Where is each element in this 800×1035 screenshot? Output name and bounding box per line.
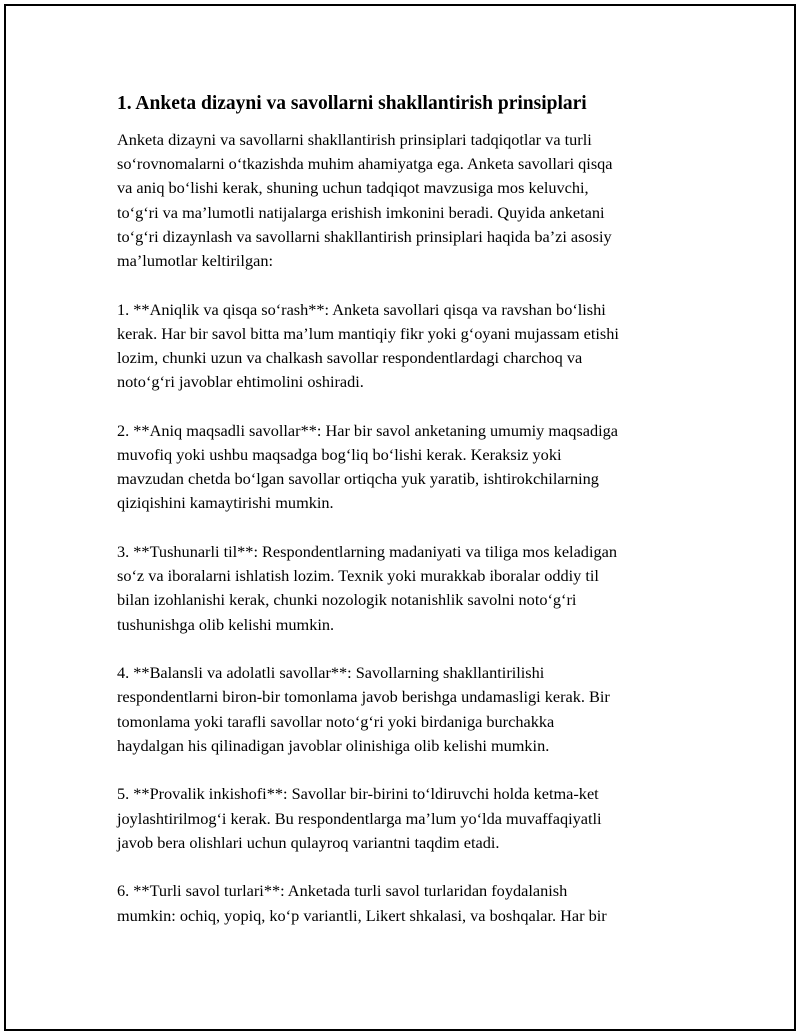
text-line: ma’lumotlar keltirilgan: (117, 251, 273, 271)
document-title: 1. Anketa dizayni va savollarni shakllantirish prinsiplari (117, 93, 587, 114)
text-line: bilan izohlanishi kerak, chunki nozologik notanishlik savolni noto‘g‘ri (117, 590, 577, 610)
text-line: noto‘g‘ri javoblar ehtimolini oshiradi. (117, 372, 364, 392)
text-line: 2. **Aniq maqsadli savollar**: Har bir savol anketaning umumiy maqsadiga (117, 420, 618, 440)
intro-paragraph (117, 128, 702, 273)
text-line: respondentlarni biron-bir tomonlama javob berishga undamasligi kerak. Bir (117, 687, 610, 707)
principle-6-paragraph (117, 879, 702, 927)
text-line: so‘rovnomalarni o‘tkazishda muhim ahamiyatga ega. Anketa savollari qisqa (117, 154, 613, 174)
document-body (117, 92, 702, 952)
text-line: qiziqishini kamaytirishi mumkin. (117, 493, 334, 513)
text-line: 3. **Tushunarli til**: Respondentlarning madaniyati va tiliga mos keladigan (117, 542, 617, 562)
principle-5-paragraph (117, 782, 702, 855)
text-line: va aniq bo‘lishi kerak, shuning uchun tadqiqot mavzusiga mos keluvchi, (117, 178, 589, 198)
text-line: mumkin: ochiq, yopiq, ko‘p variantli, Likert shkalasi, va boshqalar. Har bir (117, 905, 607, 925)
text-line: lozim, chunki uzun va chalkash savollar respondentlardagi charchoq va (117, 348, 583, 368)
text-line: 4. **Balansli va adolatli savollar**: Savollarning shakllantirilishi (117, 663, 545, 683)
text-line: to‘g‘ri va ma’lumotli natijalarga erishish imkonini beradi. Quyida anketani (117, 202, 605, 222)
text-line: to‘g‘ri dizaynlash va savollarni shakllantirish prinsiplari haqida ba’zi asosiy (117, 226, 612, 246)
text-line: javob bera olishlari uchun qulayroq variantni taqdim etadi. (117, 832, 500, 852)
text-line: haydalgan his qilinadigan javoblar olinishiga olib kelishi mumkin. (117, 735, 550, 755)
text-line: kerak. Har bir savol bitta ma’lum mantiqiy fikr yoki g‘oyani mujassam etishi (117, 323, 619, 343)
principle-1-paragraph (117, 298, 702, 395)
text-line: joylashtirilmog‘i kerak. Bu respondentlarga ma’lum yo‘lda muvaffaqiyatli (117, 808, 602, 828)
text-line: mavzudan chetda bo‘lgan savollar ortiqcha yuk yaratib, ishtirokchilarning (117, 469, 599, 489)
principle-3-paragraph (117, 540, 702, 637)
text-line: tomonlama yoki tarafli savollar noto‘g‘ri yoki birdaniga burchakka (117, 711, 555, 731)
text-line: muvofiq yoki ushbu maqsadga bog‘liq bo‘lishi kerak. Keraksiz yoki (117, 445, 562, 465)
text-line: 1. **Aniqlik va qisqa so‘rash**: Anketa savollari qisqa va ravshan bo‘lishi (117, 299, 606, 319)
text-line: 6. **Turli savol turlari**: Anketada turli savol turlaridan foydalanish (117, 881, 568, 901)
principle-2-paragraph (117, 419, 702, 516)
text-line: 5. **Provalik inkishofi**: Savollar bir-birini to‘ldiruvchi holda ketma-ket (117, 784, 599, 804)
text-line: so‘z va iboralarni ishlatish lozim. Texnik yoki murakkab iboralar oddiy til (117, 566, 599, 586)
text-line: tushunishga olib kelishi mumkin. (117, 614, 335, 634)
text-line: Anketa dizayni va savollarni shakllantirish prinsiplari tadqiqotlar va turli (117, 130, 592, 149)
principle-4-paragraph (117, 661, 702, 758)
